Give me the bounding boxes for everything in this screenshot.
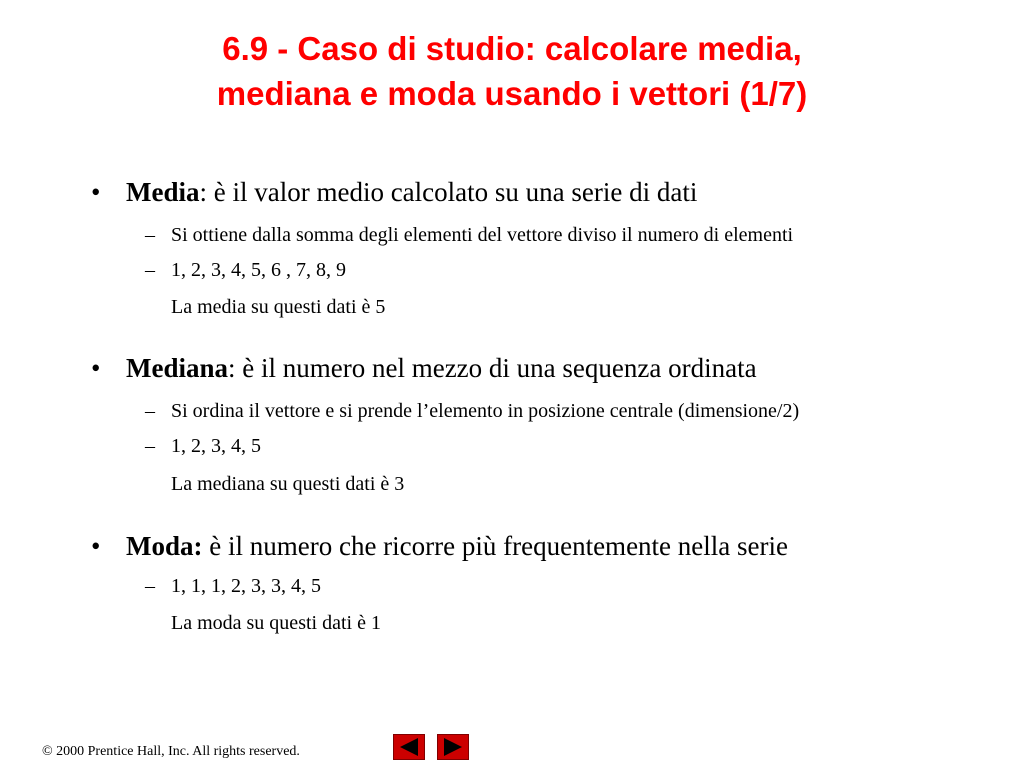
slide-title-line-1: 6.9 - Caso di studio: calcolare media, [222,30,802,67]
bullet-description: è il numero che ricorre più frequentemente nella serie [202,531,788,561]
bullet-dot: • [91,531,101,561]
sub-text: 1, 2, 3, 4, 5, 6 , 7, 8, 9 [171,259,346,281]
left-arrow-icon [394,735,424,759]
sub-continuation: La moda su questi dati è 1 [171,612,381,634]
bullet-text [126,530,788,562]
sub-text: Si ordina il vettore e si prende l’elemento in posizione centrale (dimensione/2) [171,400,800,422]
sub-continuation: La media su questi dati è 5 [171,296,386,318]
bullet-dot: • [91,353,101,383]
sub-dash: – [145,575,155,597]
bullet-dot: • [91,177,101,207]
sub-dash: – [145,435,155,457]
previous-slide-button[interactable] [393,734,425,760]
bullet-term: Mediana [126,353,229,383]
bullet-term: Moda: [126,531,203,561]
bullet-description: : è il valor medio calcolato su una serie di dati [199,177,698,207]
copyright-footer: © 2000 Prentice Hall, Inc. All rights reserved. [42,744,300,759]
right-arrow-icon [438,735,468,759]
bullet-text [126,352,757,384]
bullet-description: : è il numero nel mezzo di una sequenza ordinata [228,353,757,383]
bullet-term: Media [126,177,200,207]
bullet-text [126,176,697,208]
sub-dash: – [145,224,155,246]
slide-title-line-2: mediana e moda usando i vettori (1/7) [216,75,808,112]
sub-text: 1, 2, 3, 4, 5 [171,435,261,457]
sub-text: Si ottiene dalla somma degli elementi del vettore diviso il numero di elementi [171,224,794,246]
sub-continuation: La mediana su questi dati è 3 [171,473,405,495]
sub-dash: – [145,400,155,422]
sub-text: 1, 1, 1, 2, 3, 3, 4, 5 [171,575,321,597]
sub-dash: – [145,259,155,281]
slide-title [0,26,1024,116]
next-slide-button[interactable] [437,734,469,760]
